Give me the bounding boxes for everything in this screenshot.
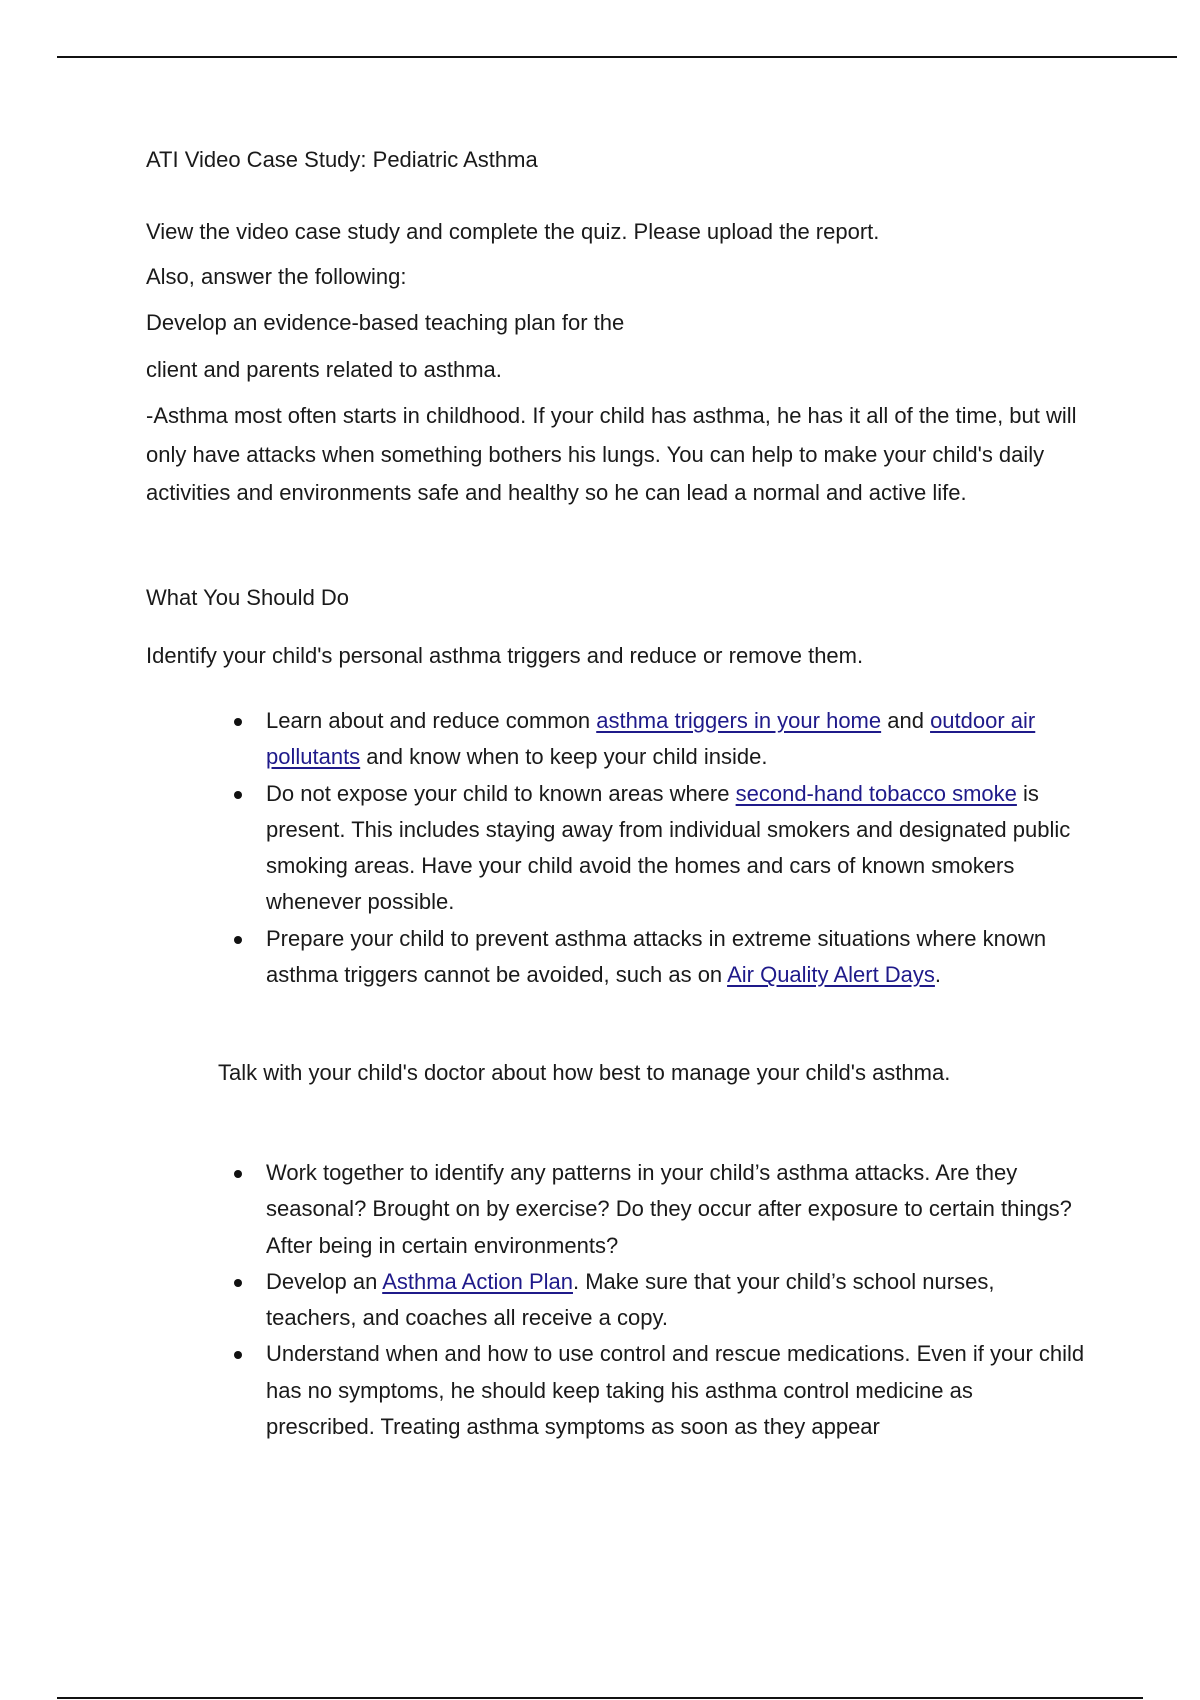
section-heading: What You Should Do	[146, 585, 350, 610]
list-item: Work together to identify any patterns in your child’s asthma attacks. Are they seasonal? Brought on by exercise? Do they occur after exposure to certain things? After being in certain environments?	[266, 1155, 1086, 1264]
document-title: ATI Video Case Study: Pediatric Asthma	[146, 147, 538, 172]
asthma-triggers-link[interactable]: asthma triggers in your home	[596, 708, 882, 733]
bullet-icon	[234, 1351, 242, 1359]
list-item: Develop an Asthma Action Plan. Make sure that your child’s school nurses, teachers, and coaches all receive a copy.	[266, 1264, 1086, 1337]
bullet-icon	[234, 1279, 242, 1287]
asthma-intro-paragraph: -Asthma most often starts in childhood. If your child has asthma, he has it all of the time, but will only have attacks when something bothers his lungs. You can help to make your child's daily activities and environments safe and healthy so he can lead a normal and active life.	[146, 403, 1077, 505]
second-hand-smoke-link[interactable]: second-hand tobacco smoke	[735, 780, 1017, 806]
bullet-icon	[234, 1170, 242, 1178]
bullet-icon	[234, 791, 242, 799]
asthma-action-plan-link[interactable]: Asthma Action Plan	[382, 1268, 573, 1294]
intro-line: View the video case study and complete the quiz. Please upload the report.	[146, 219, 880, 244]
doctor-list	[266, 1155, 1086, 1445]
intro-line: Also, answer the following:	[146, 264, 407, 289]
bullet-icon	[234, 936, 242, 944]
bullet-icon	[234, 718, 242, 726]
header-rule	[57, 56, 1177, 58]
list-item: Prepare your child to prevent asthma attacks in extreme situations where known asthma triggers cannot be avoided, such as on Air Quality Alert Days.	[266, 921, 1086, 994]
footer-rule	[57, 1697, 1143, 1699]
identify-triggers-text: Identify your child's personal asthma triggers and reduce or remove them.	[146, 643, 864, 668]
air-quality-alert-link[interactable]: Air Quality Alert Days	[727, 962, 935, 988]
outdoor-pollutants-link[interactable]: outdoor air pollutants	[266, 708, 1036, 770]
list-item: Understand when and how to use control and rescue medications. Even if your child has no symptoms, he should keep taking his asthma control medicine as prescribed. Treating asthma symptoms as soon as they appear	[266, 1336, 1086, 1445]
intro-line: Develop an evidence-based teaching plan for the	[146, 310, 625, 335]
triggers-list	[266, 703, 1086, 993]
list-item: Learn about and reduce common asthma triggers in your home and outdoor air pollutants and know when to keep your child inside.	[266, 703, 1086, 776]
list-item: Do not expose your child to known areas where second-hand tobacco smoke is present. This includes staying away from individual smokers and designated public smoking areas. Have your child avoid the homes and cars of known smokers whenever possible.	[266, 776, 1086, 921]
intro-line: client and parents related to asthma.	[146, 357, 502, 382]
talk-with-doctor-text: Talk with your child's doctor about how best to manage your child's asthma.	[218, 1060, 951, 1085]
